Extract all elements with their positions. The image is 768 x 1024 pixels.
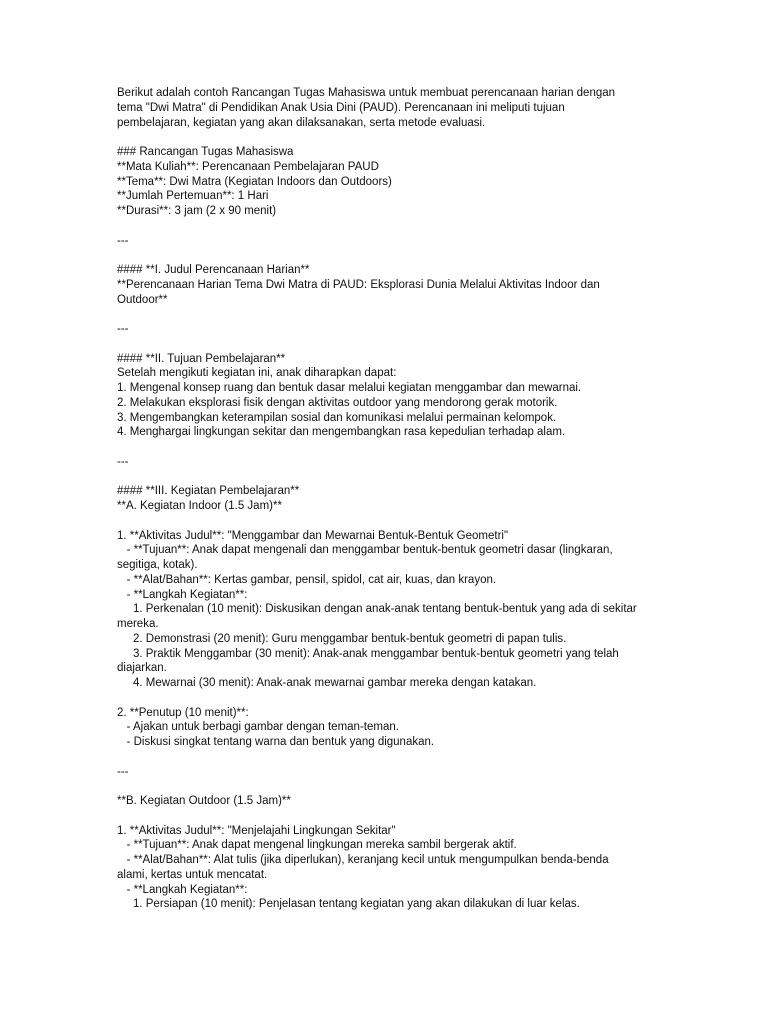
- text-line: 1. Persiapan (10 menit): Penjelasan tentang kegiatan yang akan dilakukan di luar kelas.: [117, 898, 580, 911]
- text-line: 4. Menghargai lingkungan sekitar dan mengembangkan rasa kepedulian terhadap alam.: [117, 426, 566, 439]
- text-line: Outdoor**: [117, 293, 168, 306]
- document-body: [117, 86, 677, 912]
- text-line: #### **III. Kegiatan Pembelajaran**: [117, 485, 300, 498]
- text-line: 3. Mengembangkan keterampilan sosial dan komunikasi melalui permainan kelompok.: [117, 411, 557, 424]
- horizontal-rule-marker: ---: [117, 455, 129, 468]
- horizontal-rule-marker: ---: [117, 234, 129, 247]
- blank-line: [117, 248, 677, 263]
- text-line: **A. Kegiatan Indoor (1.5 Jam)**: [117, 500, 282, 512]
- text-line: - Ajakan untuk berbagi gambar dengan teman-teman.: [117, 721, 399, 734]
- text-line: **Jumlah Pertemuan**: 1 Hari: [117, 190, 269, 203]
- blank-line: [117, 470, 677, 485]
- blank-line: [117, 514, 677, 529]
- text-line: 2. Melakukan eksplorasi fisik dengan aktivitas outdoor yang mendorong gerak motorik.: [117, 396, 558, 409]
- blank-line: [117, 307, 677, 322]
- blank-line: [117, 809, 677, 824]
- text-line: - **Langkah Kegiatan**:: [117, 588, 248, 601]
- blank-line: [117, 337, 677, 352]
- text-line: mereka.: [117, 618, 159, 630]
- horizontal-rule-marker: ---: [117, 323, 129, 335]
- text-line: - Diskusi singkat tentang warna dan bentuk yang digunakan.: [117, 736, 435, 748]
- text-line: 3. Praktik Menggambar (30 menit): Anak-anak menggambar bentuk-bentuk geometri yang telah: [117, 647, 619, 660]
- text-line: - **Tujuan**: Anak dapat mengenal lingkungan mereka sambil bergerak aktif.: [117, 839, 517, 852]
- text-line: **Durasi**: 3 jam (2 x 90 menit): [117, 205, 277, 217]
- text-line: 2. **Penutup (10 menit)**:: [117, 706, 249, 719]
- blank-line: [117, 779, 677, 794]
- text-line: diajarkan.: [117, 662, 167, 675]
- text-line: Setelah mengikuti kegiatan ini, anak diharapkan dapat:: [117, 367, 397, 380]
- text-line: 2. Demonstrasi (20 menit): Guru menggambar bentuk-bentuk geometri di papan tulis.: [117, 632, 567, 645]
- text-line: - **Alat/Bahan**: Kertas gambar, pensil, spidol, cat air, kuas, dan krayon.: [117, 573, 497, 586]
- text-line: segitiga, kotak).: [117, 559, 198, 571]
- text-line: **Perencanaan Harian Tema Dwi Matra di PAUD: Eksplorasi Dunia Melalui Aktivitas Indoor dan: [117, 278, 600, 291]
- text-line: 1. **Aktivitas Judul**: "Menggambar dan Mewarnai Bentuk-Bentuk Geometri": [117, 529, 509, 542]
- text-line: **B. Kegiatan Outdoor (1.5 Jam)**: [117, 795, 291, 807]
- text-line: #### **II. Tujuan Pembelajaran**: [117, 352, 286, 365]
- text-line: - **Alat/Bahan**: Alat tulis (jika diperlukan), keranjang kecil untuk mengumpulkan benda-benda: [117, 854, 609, 866]
- blank-line: [117, 440, 677, 455]
- text-line: alami, kertas untuk mencatat.: [117, 868, 268, 881]
- text-line: tema "Dwi Matra" di Pendidikan Anak Usia Dini (PAUD). Perencanaan ini meliputi tujuan: [117, 101, 565, 114]
- blank-line: [117, 219, 677, 234]
- text-line: **Mata Kuliah**: Perencanaan Pembelajaran PAUD: [117, 160, 379, 173]
- text-line: **Tema**: Dwi Matra (Kegiatan Indoors dan Outdoors): [117, 175, 392, 188]
- text-line: #### **I. Judul Perencanaan Harian**: [117, 264, 310, 276]
- blank-line: [117, 691, 677, 706]
- horizontal-rule-marker: ---: [117, 765, 129, 778]
- text-line: Berikut adalah contoh Rancangan Tugas Mahasiswa untuk membuat perencanaan harian dengan: [117, 87, 616, 99]
- text-line: 4. Mewarnai (30 menit): Anak-anak mewarnai gambar mereka dengan katakan.: [117, 677, 537, 689]
- text-line: - **Langkah Kegiatan**:: [117, 883, 248, 896]
- text-line: 1. Perkenalan (10 menit): Diskusikan dengan anak-anak tentang bentuk-bentuk yang ada di sekitar: [117, 603, 637, 616]
- text-line: ### Rancangan Tugas Mahasiswa: [117, 146, 294, 158]
- text-line: - **Tujuan**: Anak dapat mengenali dan menggambar bentuk-bentuk geometri dasar (lingkaran,: [117, 544, 613, 557]
- text-line: 1. Mengenal konsep ruang dan bentuk dasar melalui kegiatan menggambar dan mewarnai.: [117, 382, 582, 394]
- text-line: pembelajaran, kegiatan yang akan dilaksanakan, serta metode evaluasi.: [117, 116, 486, 129]
- blank-line: [117, 130, 677, 145]
- blank-line: [117, 750, 677, 765]
- text-line: 1. **Aktivitas Judul**: "Menjelajahi Lingkungan Sekitar": [117, 824, 396, 837]
